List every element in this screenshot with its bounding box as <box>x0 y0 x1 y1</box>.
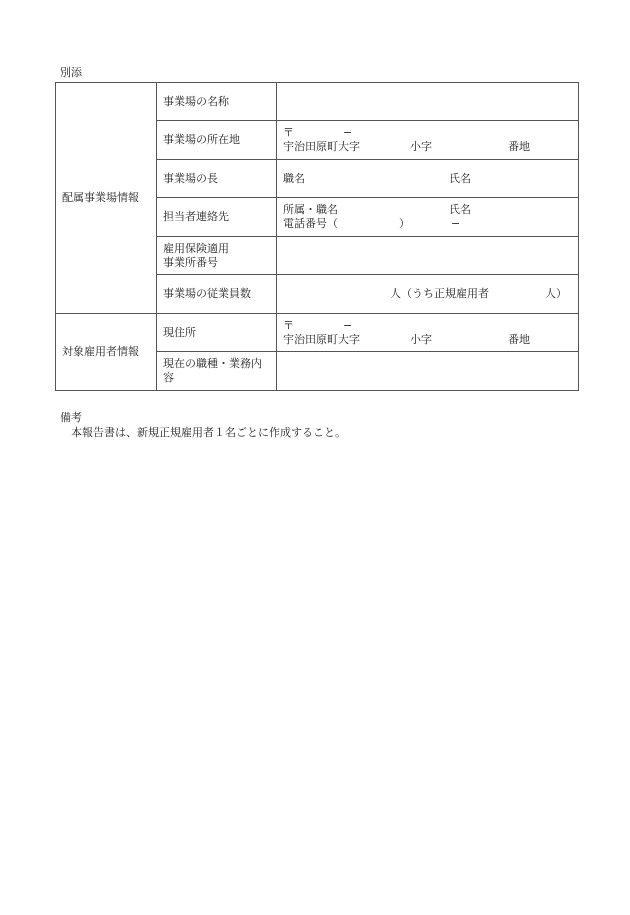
attachment-label: 別添 <box>60 66 82 79</box>
employees-count-text: 人（うち正規雇用者 <box>390 287 489 300</box>
contact-dept-label: 所属・職名 <box>283 203 338 216</box>
input-insurance-number[interactable] <box>277 237 579 275</box>
head-name-label: 氏名 <box>449 171 471 185</box>
residence-postal-dash: − <box>343 318 353 332</box>
row-residence <box>56 314 579 352</box>
address-line <box>283 140 572 154</box>
residence-postal-mark: 〒 <box>283 318 294 332</box>
input-job[interactable] <box>277 352 579 391</box>
residence-banchi-label: 番地 <box>508 332 530 346</box>
input-workplace-address[interactable] <box>277 121 579 160</box>
residence-koaza-label: 小字 <box>410 332 432 346</box>
label-workplace-name: 事業場の名称 <box>157 83 277 121</box>
row-workplace-name <box>56 83 579 121</box>
residence-town-label: 宇治田原町大字 <box>283 332 360 346</box>
postal-mark: 〒 <box>283 126 294 139</box>
postal-line <box>283 126 572 140</box>
employees-count-close: 人） <box>545 287 567 300</box>
section-label-workplace: 配属事業場情報 <box>56 83 157 314</box>
phone-label: 電話番号（ <box>283 217 338 230</box>
label-workplace-address: 事業場の所在地 <box>157 121 277 160</box>
remarks-note: 本報告書は、新規正規雇用者１名ごとに作成すること。 <box>71 426 346 439</box>
label-workplace-head: 事業場の長 <box>157 160 277 198</box>
input-employees[interactable] <box>277 275 579 314</box>
phone-close: ） <box>399 217 410 230</box>
section-label-employee: 対象雇用者情報 <box>56 314 157 391</box>
postal-dash: − <box>343 126 353 139</box>
label-insurance: 雇用保険適用 事業所番号 <box>157 237 277 275</box>
contact-name-label: 氏名 <box>449 203 471 216</box>
input-contact[interactable] <box>277 198 579 237</box>
koaza-label: 小字 <box>410 140 432 153</box>
remarks <box>60 410 346 440</box>
banchi-label: 番地 <box>508 140 530 153</box>
report-form-table <box>55 82 579 391</box>
input-workplace-head[interactable] <box>277 160 579 198</box>
label-employees: 事業場の従業員数 <box>157 275 277 314</box>
label-residence: 現住所 <box>157 314 277 352</box>
label-contact: 担当者連絡先 <box>157 198 277 237</box>
remarks-title: 備考 <box>60 411 82 424</box>
town-label: 宇治田原町大字 <box>283 140 360 153</box>
input-workplace-name[interactable] <box>277 83 579 121</box>
head-title-label: 職名 <box>283 171 305 185</box>
label-job: 現在の職種・業務内容 <box>157 352 277 391</box>
phone-dash: − <box>451 217 461 230</box>
input-residence[interactable] <box>277 314 579 352</box>
